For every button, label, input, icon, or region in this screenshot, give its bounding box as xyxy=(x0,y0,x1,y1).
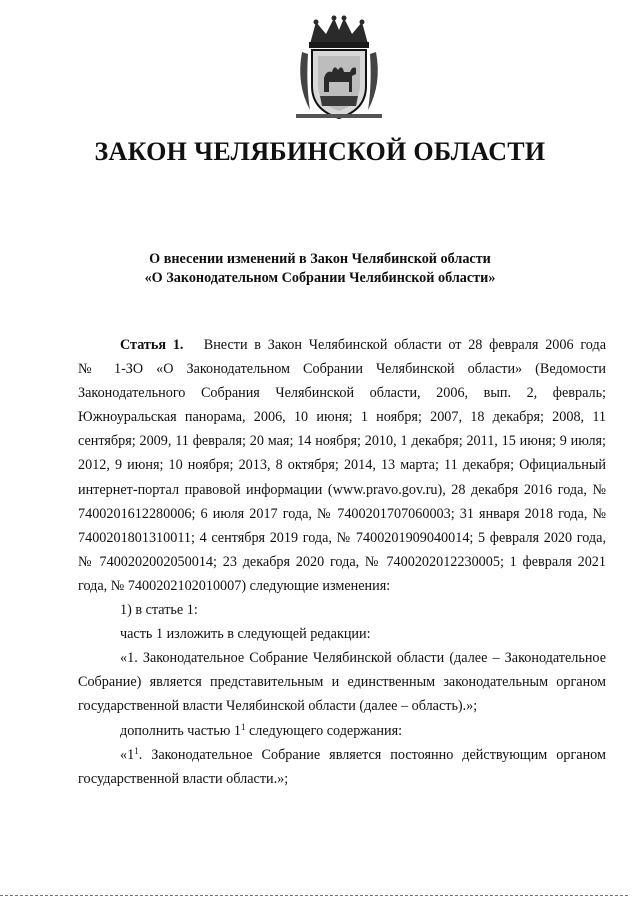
document-body xyxy=(78,333,606,791)
coat-of-arms xyxy=(296,14,382,124)
part-1-1-body: . Законодательное Собрание является постоянно действующим органом государственной власти области.»; xyxy=(78,746,606,787)
add-part-instruction xyxy=(78,719,606,743)
subtitle-line-1: О внесении изменений в Закон Челябинской области xyxy=(149,251,491,267)
article-intro-first-line xyxy=(78,333,606,357)
law-subtitle xyxy=(0,250,640,288)
article-intro-text: Внести в Закон Челябинской области от 28 февраля 2006 года xyxy=(203,337,607,353)
part-1-1-text xyxy=(78,743,606,791)
part-1-instruction: часть 1 изложить в следующей редакции: xyxy=(120,626,371,643)
add-part-prefix: дополнить частью 1 xyxy=(120,722,241,739)
part-1-text: «1. Законодательное Собрание Челябинской области (далее – Законодательное Собрание) является представительным и единственным законодательным органом государственной власти Челябинской области (далее – область).»; xyxy=(78,650,606,715)
article-intro-rest: № 1-ЗО «О Законодательном Собрании Челябинской области» (Ведомости Законодательного Собрания Челябинской области, 2006, вып. 2, февраль; Южноуральская панорама, 2006, 10 июня; 1 ноября; 2007, 18 декабря; 2008, 11 сентября; 2009, 11 февраля; 20 мая; 14 ноября; 2010, 1 декабря; 2011, 15 июня; 9 июля; 2012, 9 июня; 10 ноября; 2013, 8 октября; 2014, 13 марта; 11 декабря; Официальный интернет-портал правовой информации (www.pravo.gov.ru), 28 декабря 2016 года, № 7400201612280006; 6 июля 2017 года, № 7400201707060003; 31 января 2018 года, № 7400201801310011; 4 сентября 2019 года, № 7400201909040014; 5 февраля 2020 года, № 7400202002050014; 23 декабря 2020 года, № 7400202012230005; 1 февраля 2021 года, № 7400202102010007) следующие изменения: xyxy=(78,361,606,594)
add-part-suffix: следующего содержания: xyxy=(245,722,403,739)
part-1-1-open: «1 xyxy=(120,746,135,763)
part-1-1-superscript: 1 xyxy=(134,745,139,756)
page-title: ЗАКОН ЧЕЛЯБИНСКОЙ ОБЛАСТИ xyxy=(94,137,546,166)
chelyabinsk-coat-of-arms-icon xyxy=(296,14,382,124)
subtitle-line-2: «О Законодательном Собрании Челябинской области» xyxy=(144,270,496,286)
item-1: 1) в статье 1: xyxy=(120,602,198,619)
add-part-superscript: 1 xyxy=(240,721,246,732)
page-bottom-divider xyxy=(0,895,628,896)
article-number: Статья 1. xyxy=(120,337,184,353)
